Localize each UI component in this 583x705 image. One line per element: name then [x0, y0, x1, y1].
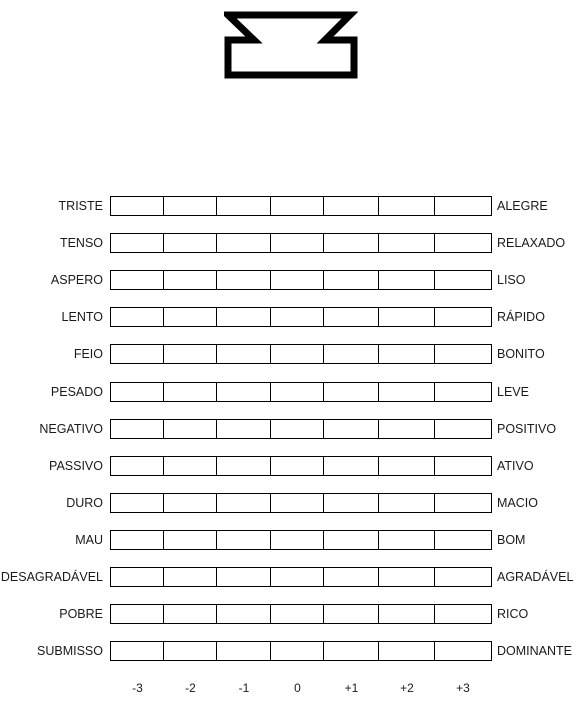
- rating-cell[interactable]: [111, 308, 164, 326]
- left-anchor-label: MAU: [75, 533, 103, 547]
- rating-cell[interactable]: [379, 197, 435, 215]
- scale-tick-label: +1: [344, 681, 359, 695]
- rating-cell[interactable]: [164, 234, 217, 252]
- rating-cell[interactable]: [324, 197, 379, 215]
- scale-tick-label: -3: [132, 681, 143, 695]
- rating-cell[interactable]: [111, 605, 164, 623]
- rating-cell[interactable]: [271, 568, 324, 586]
- scale-row: [0, 196, 583, 216]
- rating-cell[interactable]: [379, 642, 435, 660]
- rating-cell[interactable]: [324, 345, 379, 363]
- left-anchor-label: ASPERO: [50, 273, 103, 287]
- left-anchor-label: LENTO: [61, 310, 103, 324]
- scale-row: [0, 307, 583, 327]
- rating-cell[interactable]: [217, 197, 271, 215]
- rating-cell[interactable]: [111, 271, 164, 289]
- scale-row: [0, 456, 583, 476]
- rating-scale: [110, 270, 492, 290]
- rating-cell[interactable]: [217, 457, 271, 475]
- rating-cell[interactable]: [324, 494, 379, 512]
- rating-scale: [110, 233, 492, 253]
- rating-cell[interactable]: [164, 383, 217, 401]
- rating-cell[interactable]: [324, 234, 379, 252]
- rating-cell[interactable]: [271, 605, 324, 623]
- right-anchor-label: BOM: [497, 533, 526, 547]
- rating-cell[interactable]: [379, 420, 435, 438]
- rating-cell[interactable]: [271, 197, 324, 215]
- rating-cell[interactable]: [379, 531, 435, 549]
- rating-cell[interactable]: [435, 457, 491, 475]
- scale-row: [0, 233, 583, 253]
- rating-cell[interactable]: [379, 308, 435, 326]
- scale-row: [0, 270, 583, 290]
- rating-cell[interactable]: [164, 568, 217, 586]
- left-anchor-label: PASSIVO: [49, 459, 103, 473]
- scale-tick-label: +2: [400, 681, 414, 695]
- right-anchor-label: POSITIVO: [497, 422, 557, 436]
- rating-cell[interactable]: [111, 494, 164, 512]
- rating-cell[interactable]: [435, 345, 491, 363]
- rating-cell[interactable]: [217, 420, 271, 438]
- right-anchor-label: ALEGRE: [497, 199, 548, 213]
- rating-cell[interactable]: [379, 605, 435, 623]
- rating-cell[interactable]: [164, 345, 217, 363]
- scale-row: [0, 641, 583, 661]
- scale-tick-label: -1: [238, 681, 250, 695]
- rating-cell[interactable]: [111, 531, 164, 549]
- right-anchor-label: MACIO: [497, 496, 538, 510]
- rating-cell[interactable]: [435, 420, 491, 438]
- scale-row: [0, 382, 583, 402]
- rating-cell[interactable]: [379, 345, 435, 363]
- rating-scale: [110, 530, 492, 550]
- rating-cell[interactable]: [271, 531, 324, 549]
- rating-cell[interactable]: [164, 271, 217, 289]
- rating-cell[interactable]: [164, 605, 217, 623]
- scale-axis: [0, 679, 583, 697]
- rating-cell[interactable]: [217, 383, 271, 401]
- rating-cell[interactable]: [111, 457, 164, 475]
- left-anchor-label: TRISTE: [58, 199, 103, 213]
- rating-cell[interactable]: [217, 308, 271, 326]
- rating-cell[interactable]: [324, 605, 379, 623]
- left-anchor-label: SUBMISSO: [37, 644, 103, 658]
- rating-cell[interactable]: [435, 494, 491, 512]
- left-anchor-label: NEGATIVO: [39, 422, 103, 436]
- rating-cell[interactable]: [435, 383, 491, 401]
- rating-cell[interactable]: [164, 420, 217, 438]
- right-anchor-label: LISO: [497, 273, 526, 287]
- rating-cell[interactable]: [164, 197, 217, 215]
- rating-cell[interactable]: [379, 494, 435, 512]
- rating-scale: [110, 493, 492, 513]
- scale-row: [0, 567, 583, 587]
- rating-cell[interactable]: [164, 457, 217, 475]
- scale-tick-label: 0: [294, 681, 301, 695]
- rating-cell[interactable]: [111, 568, 164, 586]
- rating-cell[interactable]: [217, 271, 271, 289]
- rating-cell[interactable]: [324, 308, 379, 326]
- rating-scale: [110, 419, 492, 439]
- rating-cell[interactable]: [271, 308, 324, 326]
- rating-cell[interactable]: [379, 457, 435, 475]
- rating-cell[interactable]: [111, 345, 164, 363]
- rating-cell[interactable]: [324, 642, 379, 660]
- rating-cell[interactable]: [164, 642, 217, 660]
- rating-cell[interactable]: [435, 308, 491, 326]
- scale-row: [0, 530, 583, 550]
- rating-cell[interactable]: [111, 642, 164, 660]
- rating-cell[interactable]: [435, 531, 491, 549]
- rating-cell[interactable]: [435, 197, 491, 215]
- rating-cell[interactable]: [217, 642, 271, 660]
- right-anchor-label: RICO: [497, 607, 529, 621]
- rating-cell[interactable]: [435, 568, 491, 586]
- rating-cell[interactable]: [379, 271, 435, 289]
- rating-cell[interactable]: [271, 383, 324, 401]
- rating-cell[interactable]: [324, 457, 379, 475]
- scale-row: [0, 419, 583, 439]
- left-anchor-label: PESADO: [50, 385, 103, 399]
- rating-cell[interactable]: [164, 531, 217, 549]
- left-anchor-label: FEIO: [73, 347, 103, 361]
- rating-cell[interactable]: [217, 494, 271, 512]
- rating-scale: [110, 641, 492, 661]
- right-anchor-label: ATIVO: [497, 459, 534, 473]
- rating-cell[interactable]: [217, 531, 271, 549]
- rating-cell[interactable]: [164, 308, 217, 326]
- rating-cell[interactable]: [379, 234, 435, 252]
- rating-cell[interactable]: [324, 271, 379, 289]
- rating-scale: [110, 196, 492, 216]
- scale-tick-label: +3: [456, 681, 470, 695]
- rating-cell[interactable]: [324, 383, 379, 401]
- rating-cell[interactable]: [111, 420, 164, 438]
- left-anchor-label: DESAGRADÁVEL: [0, 570, 103, 584]
- rating-cell[interactable]: [379, 568, 435, 586]
- rating-cell[interactable]: [435, 234, 491, 252]
- rating-cell[interactable]: [217, 568, 271, 586]
- rating-cell[interactable]: [324, 531, 379, 549]
- rating-cell[interactable]: [164, 494, 217, 512]
- rating-cell[interactable]: [379, 383, 435, 401]
- rating-cell[interactable]: [435, 271, 491, 289]
- rating-cell[interactable]: [111, 383, 164, 401]
- scale-row: [0, 344, 583, 364]
- rating-cell[interactable]: [435, 642, 491, 660]
- rating-cell[interactable]: [271, 457, 324, 475]
- rating-cell[interactable]: [271, 494, 324, 512]
- rating-cell[interactable]: [217, 345, 271, 363]
- rating-scale: [110, 382, 492, 402]
- left-anchor-label: POBRE: [59, 607, 103, 621]
- left-anchor-label: TENSO: [59, 236, 103, 250]
- right-anchor-label: BONITO: [497, 347, 545, 361]
- rating-cell[interactable]: [271, 345, 324, 363]
- rating-scale: [110, 344, 492, 364]
- left-anchor-label: DURO: [66, 496, 103, 510]
- rating-scale: [110, 456, 492, 476]
- rating-cell[interactable]: [217, 605, 271, 623]
- rating-cell[interactable]: [324, 568, 379, 586]
- right-anchor-label: DOMINANTE: [497, 644, 572, 658]
- rating-scale: [110, 567, 492, 587]
- rating-cell[interactable]: [111, 234, 164, 252]
- rating-scale: [110, 604, 492, 624]
- rating-cell[interactable]: [111, 197, 164, 215]
- right-anchor-label: AGRADÁVEL: [497, 570, 574, 584]
- rating-scale: [110, 307, 492, 327]
- right-anchor-label: RELAXADO: [497, 236, 566, 250]
- rating-cell[interactable]: [271, 234, 324, 252]
- rating-cell[interactable]: [271, 420, 324, 438]
- rating-cell[interactable]: [217, 234, 271, 252]
- rating-cell[interactable]: [435, 605, 491, 623]
- rating-cell[interactable]: [324, 420, 379, 438]
- scale-tick-label: -2: [185, 681, 196, 695]
- scale-row: [0, 493, 583, 513]
- scale-row: [0, 604, 583, 624]
- bowtie-trapezoid-glyph-icon: [224, 11, 358, 80]
- right-anchor-label: LEVE: [497, 385, 529, 399]
- rating-cell[interactable]: [271, 642, 324, 660]
- rating-cell[interactable]: [271, 271, 324, 289]
- right-anchor-label: RÁPIDO: [497, 310, 545, 324]
